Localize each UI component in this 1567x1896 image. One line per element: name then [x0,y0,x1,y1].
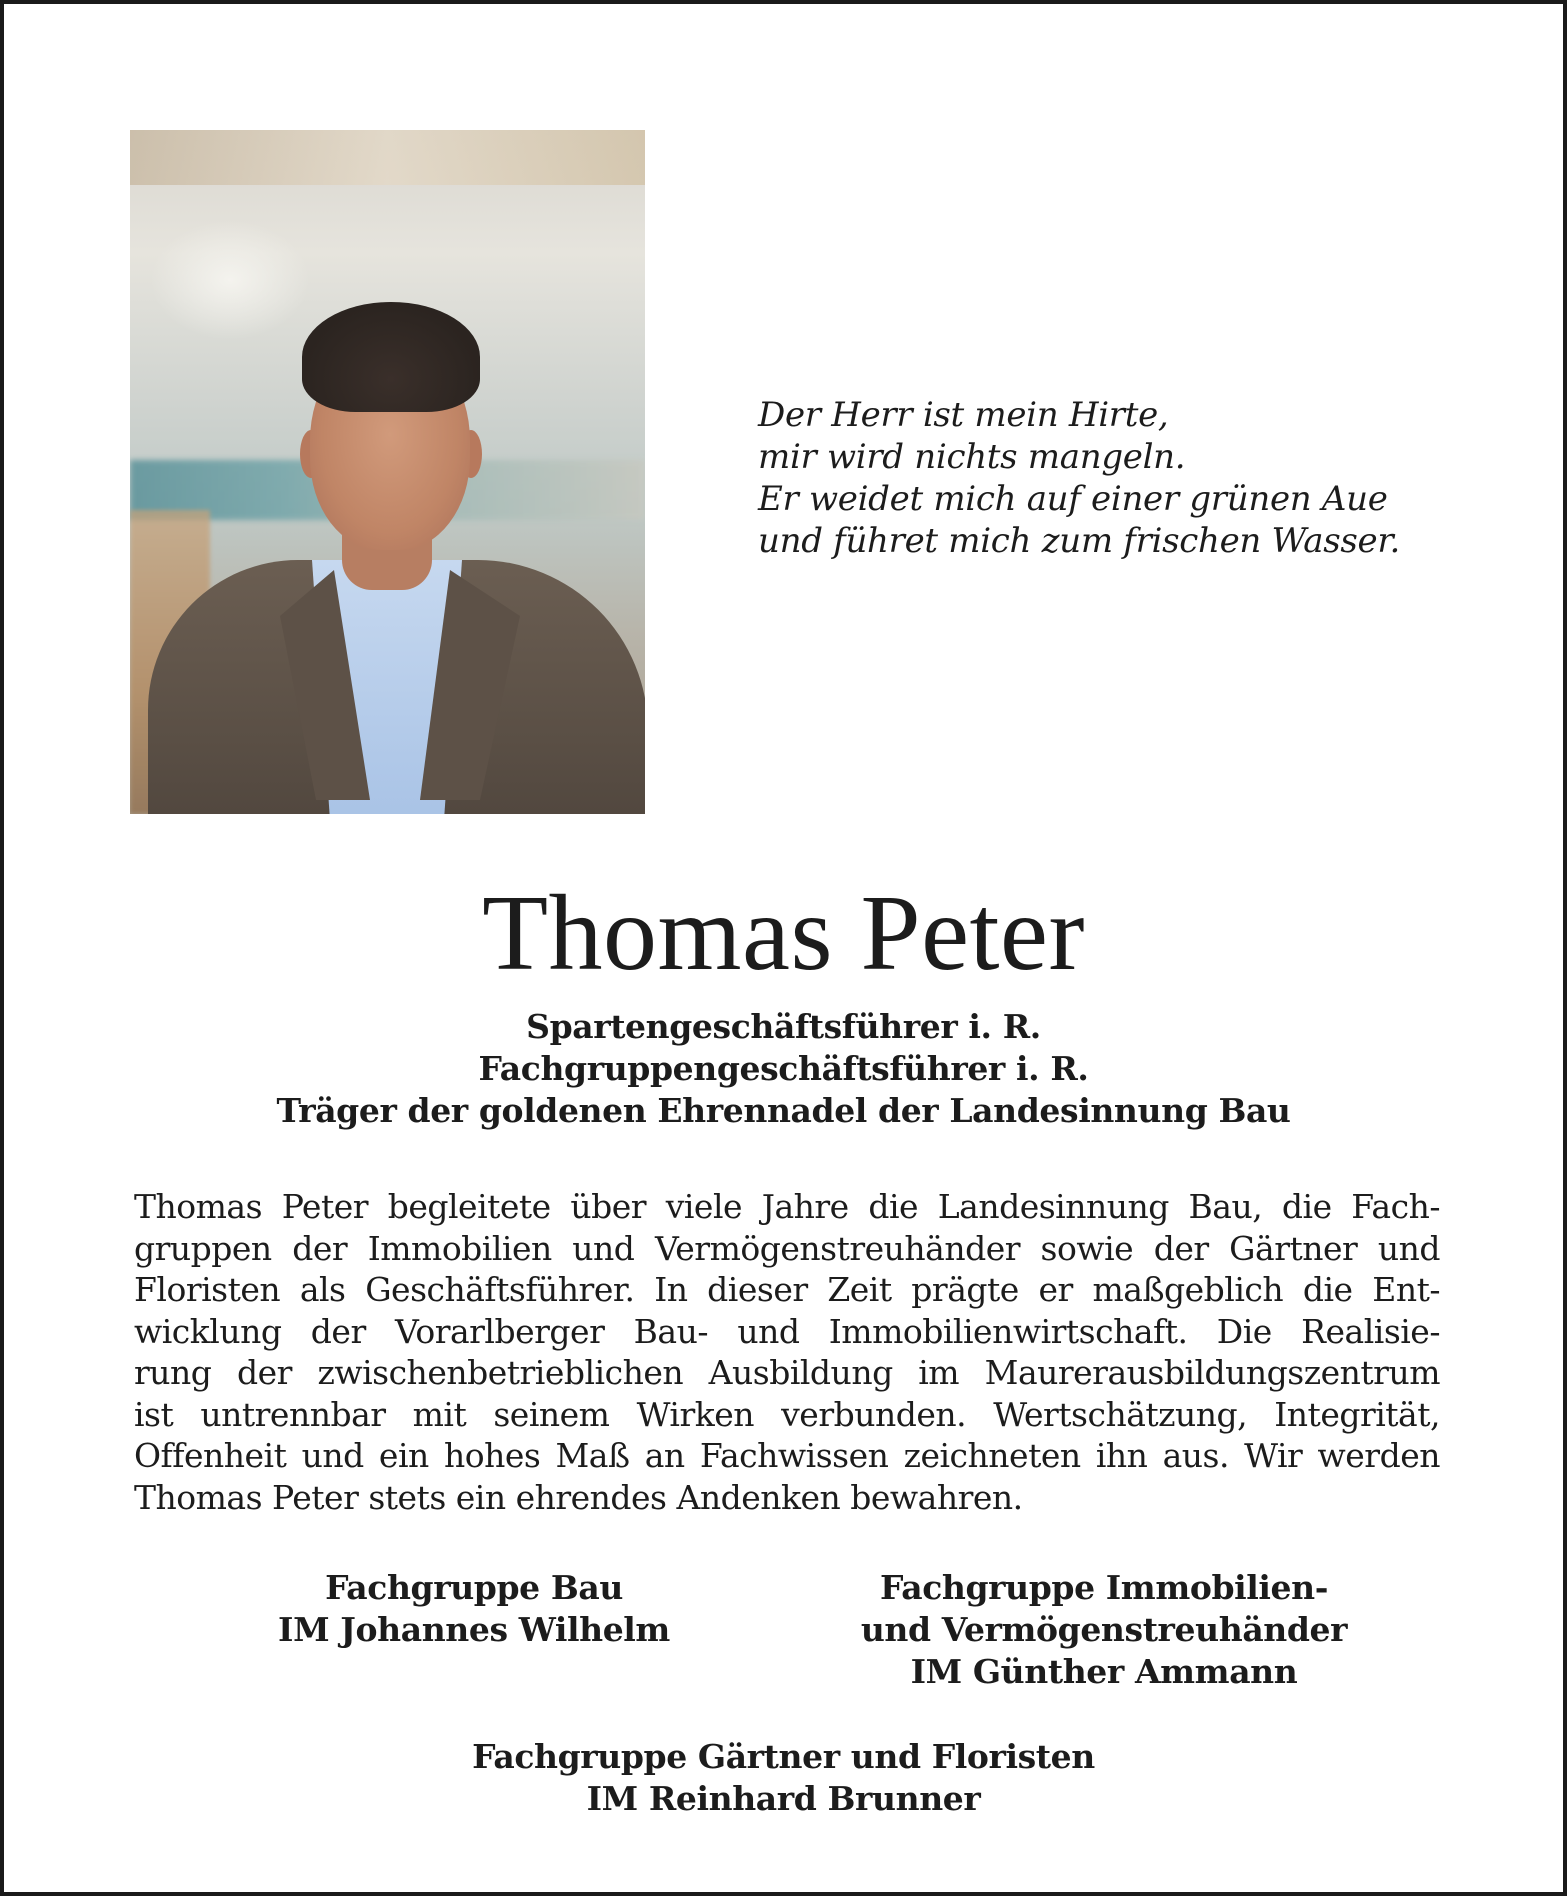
body-line: Floristen als Geschäftsführer. In dieser Zeit prägte er maßgeblich die Ent- [134,1270,1440,1309]
photo-background-ceiling [130,130,645,185]
body-line: Thomas Peter stets ein ehrendes Andenken bewahren. [134,1477,1023,1517]
quote-line: Er weidet mich auf einer grünen Aue [758,479,1388,519]
signature-line: IM Günther Ammann [910,1652,1298,1691]
portrait-photo [130,130,645,814]
signature-line: IM Johannes Wilhelm [278,1610,670,1649]
title-line: Träger der goldenen Ehrennadel der Landesinnung Bau [276,1091,1291,1130]
obituary-body [134,1186,1440,1518]
body-line: wicklung der Vorarlberger Bau- und Immobilienwirtschaft. Die Realisie- [134,1311,1440,1351]
signature-line: Fachgruppe Immobilien- [879,1568,1329,1607]
signature-fachgruppe-immobilien [824,1567,1384,1693]
title-line: Spartengeschäftsführer i. R. [526,1007,1041,1046]
photo-background-light [150,220,310,340]
deceased-name: Thomas Peter [482,874,1085,993]
signature-line: Fachgruppe Gärtner und Floristen [472,1737,1095,1776]
title-line: Fachgruppengeschäftsführer i. R. [478,1049,1089,1088]
body-line: gruppen der Immobilien und Vermögenstreuhänder sowie der Gärtner und [134,1228,1440,1268]
signature-fachgruppe-bau [224,1567,724,1651]
deceased-titles [4,1006,1563,1132]
body-line: rung der zwischenbetrieblichen Ausbildung im Maurerausbildungszentrum [134,1353,1440,1392]
signature-line: IM Reinhard Brunner [586,1779,981,1818]
photo-hair [302,302,480,412]
signature-fachgruppe-gaertner [4,1736,1563,1820]
psalm-quote [758,394,1400,562]
quote-line: Der Herr ist mein Hirte, [758,395,1169,435]
signature-line: Fachgruppe Bau [325,1568,623,1607]
body-line: ist untrennbar mit seinem Wirken verbunden. Wertschätzung, Integrität, [134,1394,1440,1434]
body-line: Thomas Peter begleitete über viele Jahre die Landesinnung Bau, die Fach- [134,1187,1440,1226]
signature-line: und Vermögenstreuhänder [860,1610,1348,1649]
body-line: Offenheit und ein hohes Maß an Fachwissen zeichneten ihn aus. Wir werden [134,1436,1440,1475]
quote-line: und führet mich zum frischen Wasser. [758,521,1401,561]
quote-line: mir wird nichts mangeln. [758,437,1186,477]
